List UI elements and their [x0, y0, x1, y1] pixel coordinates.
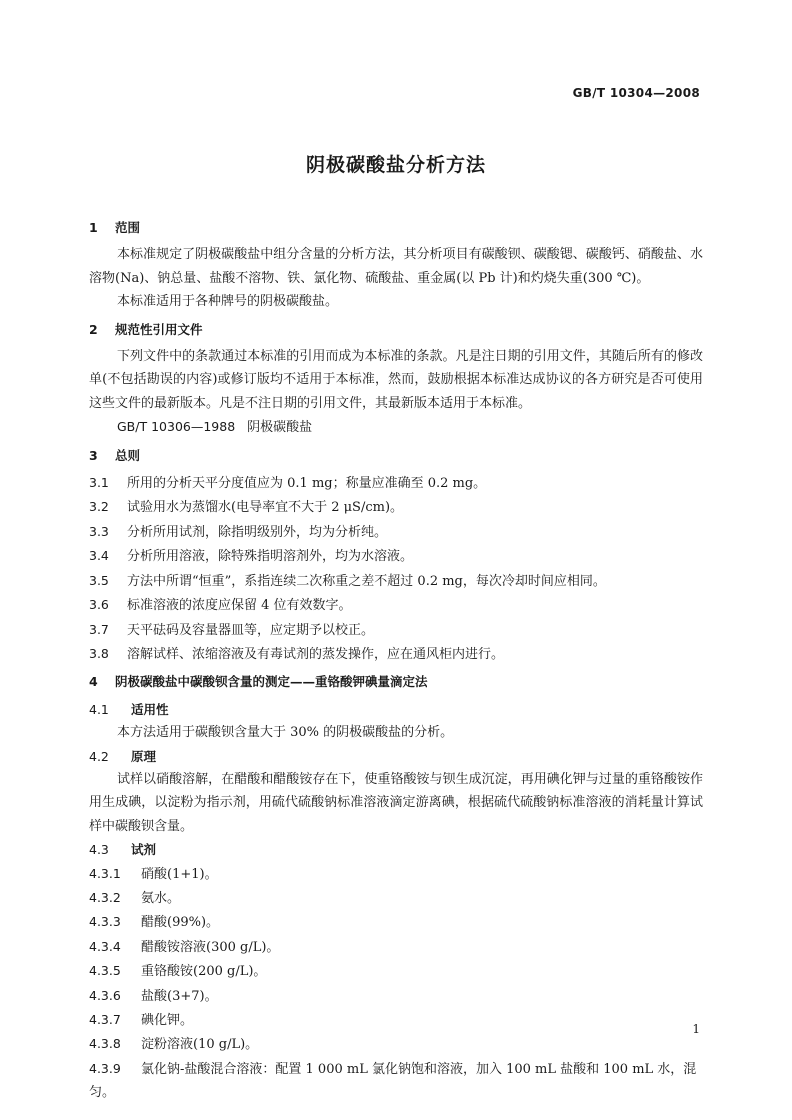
subsection-number: 4.2 — [89, 748, 109, 764]
clause-item — [89, 593, 703, 617]
reagent-number: 4.3.9 — [89, 1060, 121, 1076]
section-number: 1 — [89, 220, 98, 235]
clause-item — [89, 544, 703, 568]
reagent-item — [89, 984, 703, 1008]
section-1-paragraph-1: 本标准规定了阴极碳酸盐中组分含量的分析方法，其分析项目有碳酸钡、碳酸锶、碳酸钙、硝酸盐、水溶物(Na)、钠总量、盐酸不溶物、铁、氯化物、硫酸盐、重金属(以 Pb 计)和灼烧失重(300 ℃)。 — [89, 247, 703, 286]
reagent-text: 盐酸(3+7)。 — [141, 988, 218, 1004]
clause-item — [89, 495, 703, 519]
clause-text: 溶解试样、浓缩溶液及有毒试剂的蒸发操作，应在通风柜内进行。 — [127, 646, 505, 662]
reagent-item — [89, 959, 703, 983]
clause-text: 天平砝码及容量器皿等，应定期予以校正。 — [127, 622, 375, 638]
reagent-text: 醋酸铵溶液(300 g/L)。 — [141, 939, 280, 955]
reagent-text: 重铬酸铵(200 g/L)。 — [141, 964, 267, 980]
section-number: 2 — [89, 321, 98, 337]
reagent-item — [89, 910, 703, 934]
reagent-text: 氯化钠-盐酸混合溶液：配置 1 000 mL 氯化钠饱和溶液，加入 100 mL 盐酸和 100 mL 水，混匀。 — [89, 1061, 697, 1101]
clause-number: 3.1 — [89, 475, 109, 491]
section-1-paragraph-2: 本标准适用于各种牌号的阴极碳酸盐。 — [117, 294, 339, 310]
subsection-number: 4.3 — [89, 842, 109, 858]
reagent-item — [89, 1032, 703, 1056]
clause-item — [89, 471, 703, 495]
clause-number: 3.6 — [89, 597, 109, 613]
standard-code: GB/T 10304—2008 — [572, 86, 700, 100]
reagent-text: 硝酸(1+1)。 — [141, 866, 218, 882]
reference-title: 阴极碳酸盐 — [247, 420, 313, 436]
subsection-title: 适用性 — [131, 701, 169, 717]
section-1-heading — [89, 216, 703, 239]
reagent-item — [89, 886, 703, 910]
reagent-number: 4.3.1 — [89, 865, 121, 881]
clause-item — [89, 618, 703, 642]
clause-text: 标准溶液的浓度应保留 4 位有效数字。 — [127, 598, 352, 614]
normative-reference — [89, 415, 703, 439]
reagent-number: 4.3.2 — [89, 889, 121, 905]
section-number: 3 — [89, 447, 98, 463]
reagent-number: 4.3.8 — [89, 1036, 121, 1052]
section-title: 阴极碳酸盐中碳酸钡含量的测定——重铬酸钾碘量滴定法 — [115, 674, 428, 690]
page-number: 1 — [692, 1022, 700, 1036]
subsection-4-2-heading — [89, 745, 703, 768]
section-2-heading — [89, 318, 703, 341]
reagent-number: 4.3.3 — [89, 914, 121, 930]
reagent-number: 4.3.5 — [89, 963, 121, 979]
clause-item — [89, 569, 703, 593]
reagent-text: 碘化钾。 — [141, 1013, 194, 1028]
section-number: 4 — [89, 674, 98, 690]
reagent-number: 4.3.4 — [89, 938, 121, 954]
reagent-text: 氨水。 — [141, 890, 181, 906]
subsection-4-1-paragraph: 本方法适用于碳酸钡含量大于 30% 的阴极碳酸盐的分析。 — [117, 725, 454, 741]
clause-number: 3.7 — [89, 621, 109, 637]
section-title: 总则 — [115, 447, 141, 463]
reagent-item — [89, 862, 703, 886]
document-title: 阴极碳酸盐分析方法 — [305, 154, 486, 176]
reagent-item — [89, 1008, 703, 1032]
clause-text: 试验用水为蒸馏水(电导率宜不大于 2 μS/cm)。 — [127, 500, 404, 516]
subsection-title: 试剂 — [131, 842, 157, 858]
subsection-4-1-heading — [89, 698, 703, 721]
subsection-4-2-paragraph: 试样以硝酸溶解，在醋酸和醋酸铵存在下，使重铬酸铵与钡生成沉淀，再用碘化钾与过量的重铬酸铵作用生成碘，以淀粉为指示剂，用硫代硫酸钠标准溶液滴定游离碘，根据硫代硫酸钠标准溶液的消耗量计算试样中碳酸钡含量。 — [89, 771, 703, 834]
subsection-number: 4.1 — [89, 701, 109, 717]
section-title: 规范性引用文件 — [115, 321, 203, 337]
reagent-number: 4.3.7 — [89, 1012, 121, 1027]
subsection-4-3-heading — [89, 838, 703, 861]
section-4-heading — [89, 670, 703, 693]
reagent-text: 醋酸(99%)。 — [141, 915, 220, 931]
reference-code: GB/T 10306—1988 — [117, 419, 236, 435]
clause-item — [89, 520, 703, 544]
clause-text: 所用的分析天平分度值应为 0.1 mg；称量应准确至 0.2 mg。 — [127, 476, 487, 492]
reagent-text: 淀粉溶液(10 g/L)。 — [141, 1037, 259, 1053]
clause-text: 方法中所谓“恒重”，系指连续二次称重之差不超过 0.2 mg，每次冷却时间应相同。 — [127, 573, 606, 589]
section-title: 范围 — [115, 220, 141, 235]
reagent-number: 4.3.6 — [89, 987, 121, 1003]
section-2-paragraph: 下列文件中的条款通过本标准的引用而成为本标准的条款。凡是注日期的引用文件，其随后所有的修改单(不包括勘误的内容)或修订版均不适用于本标准，然而，鼓励根据本标准达成协议的各方研究是否可使用这些文件的最新版本。凡是不注日期的引用文件，其最新版本适用于本标准。 — [89, 349, 703, 411]
clause-number: 3.8 — [89, 645, 109, 661]
subsection-title: 原理 — [131, 748, 157, 764]
clause-number: 3.5 — [89, 572, 109, 588]
reagent-item — [89, 1057, 703, 1105]
clause-text: 分析所用溶液，除特殊指明溶剂外，均为水溶液。 — [127, 549, 414, 565]
clause-number: 3.4 — [89, 548, 109, 564]
clause-number: 3.2 — [89, 499, 109, 515]
clause-text: 分析所用试剂，除指明级别外，均为分析纯。 — [127, 524, 388, 540]
clause-item — [89, 642, 703, 666]
clause-number: 3.3 — [89, 523, 109, 539]
document-body — [89, 212, 703, 1105]
reagent-item — [89, 935, 703, 959]
section-3-heading — [89, 444, 703, 467]
